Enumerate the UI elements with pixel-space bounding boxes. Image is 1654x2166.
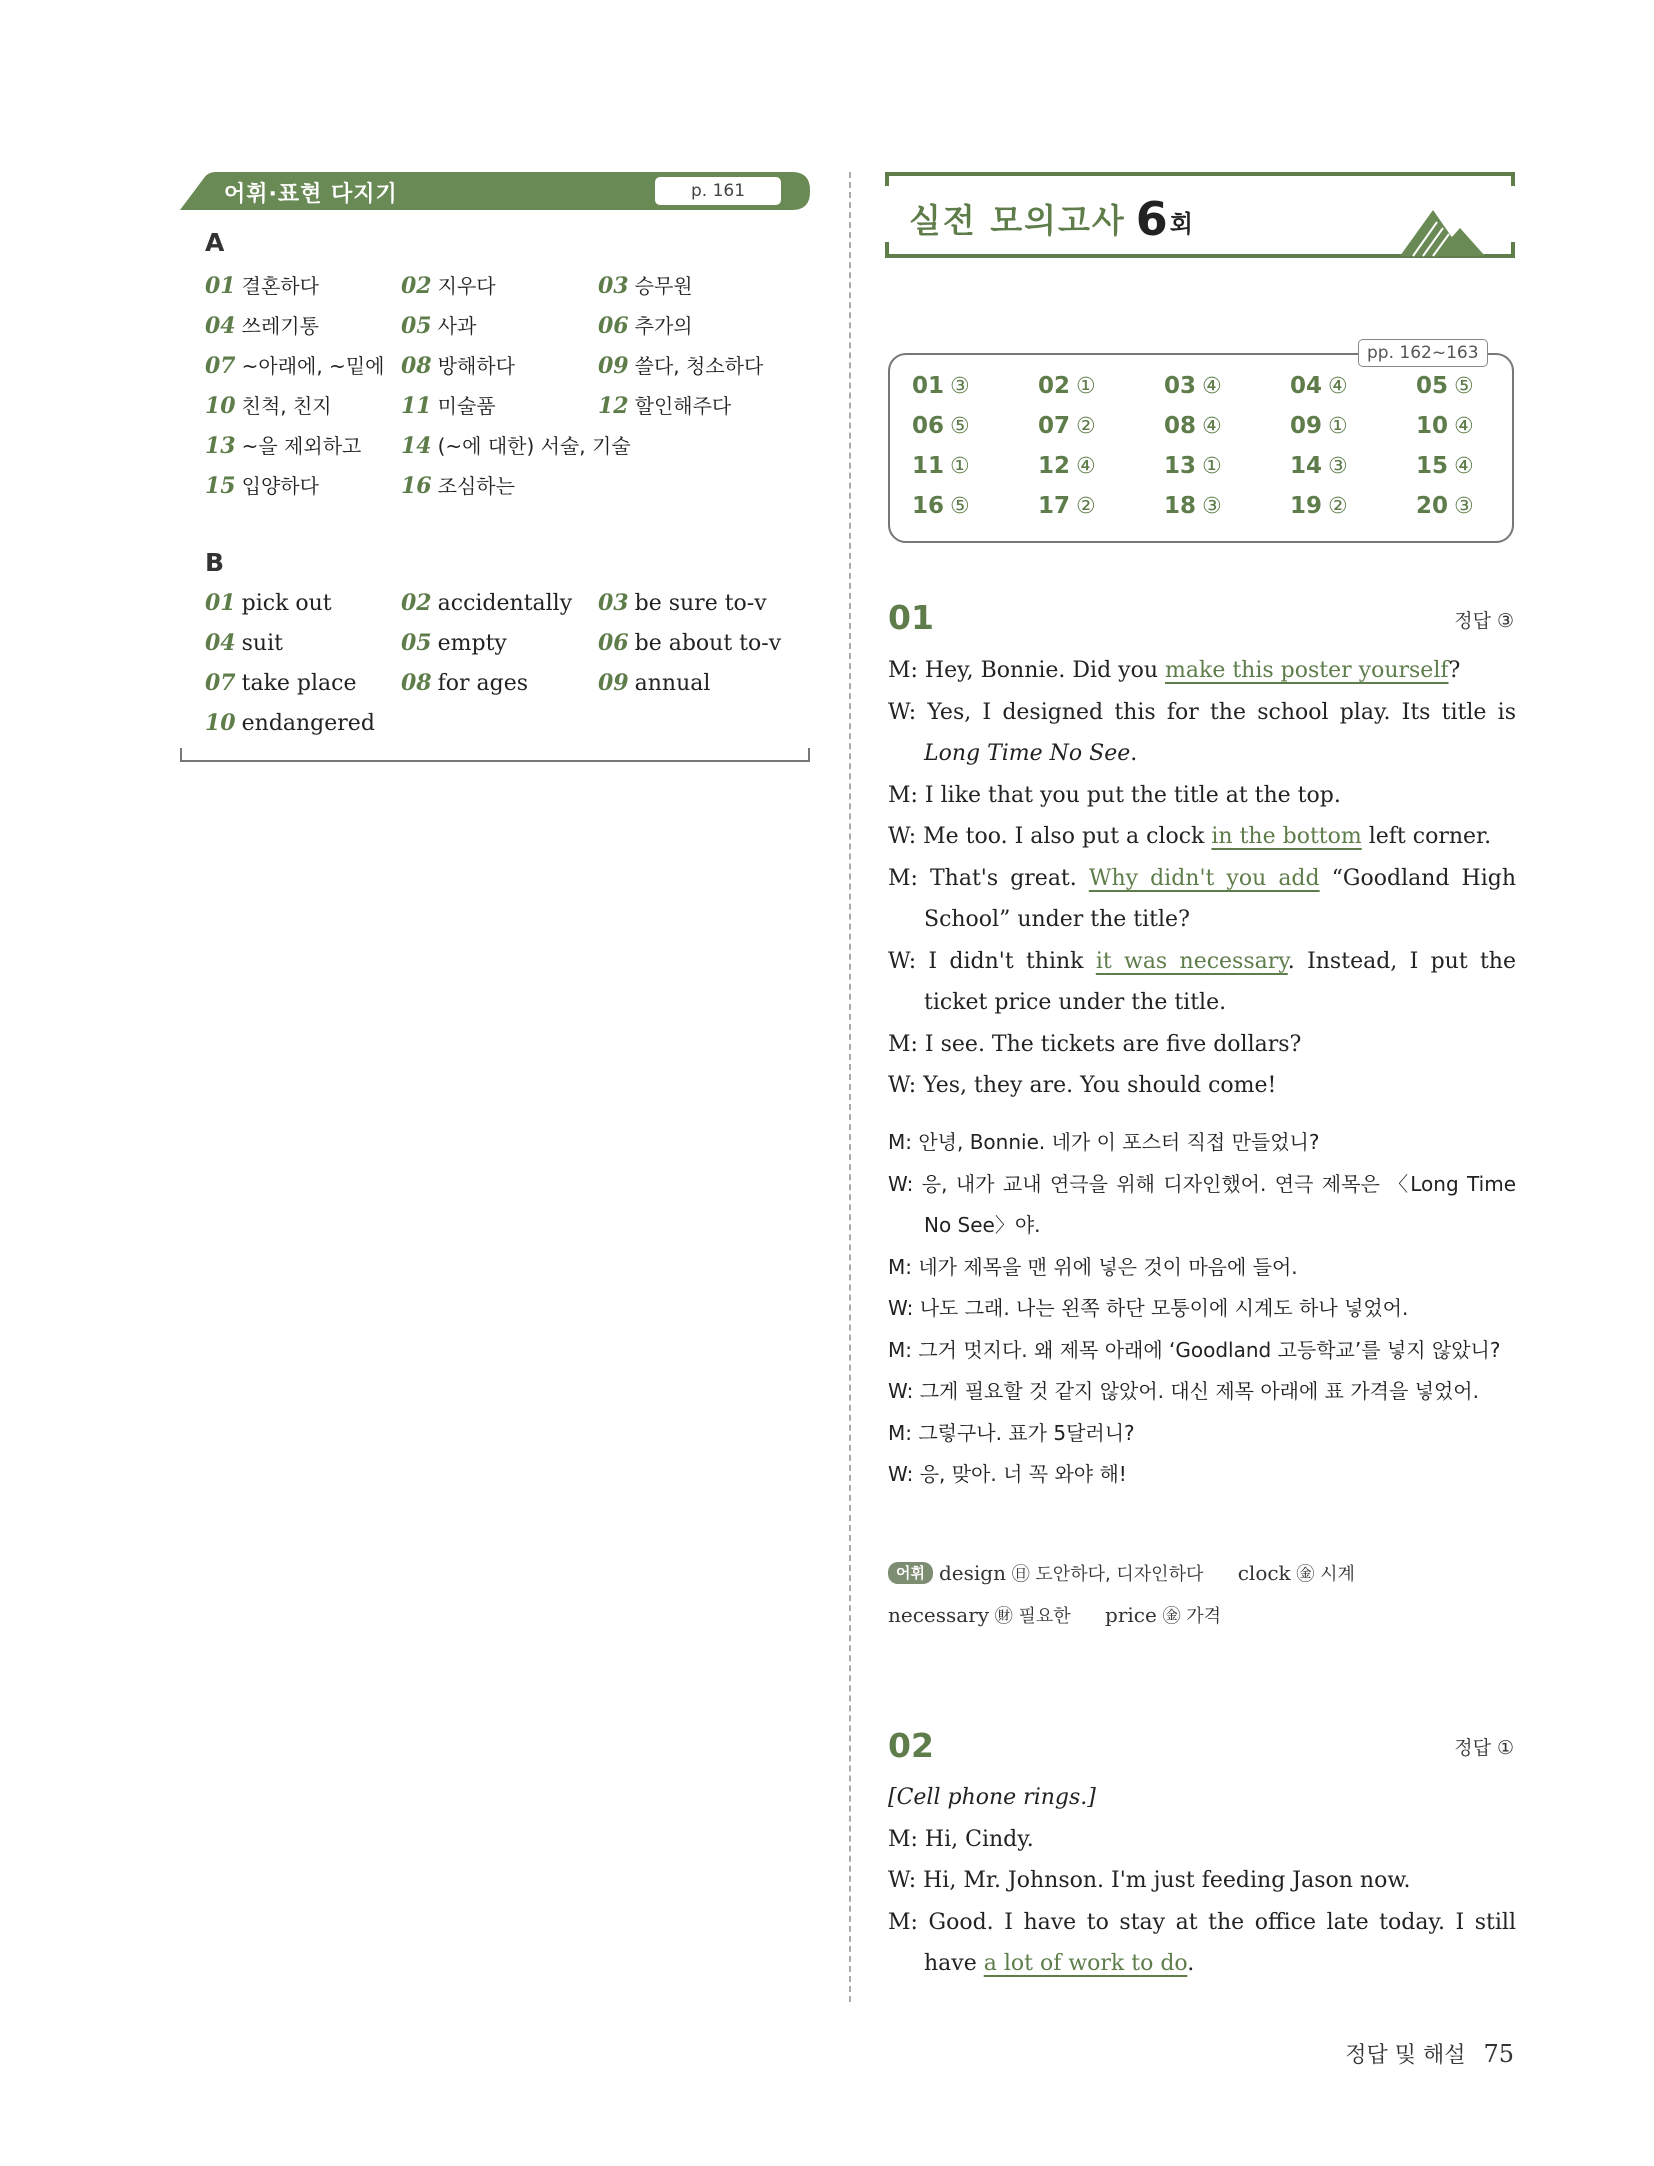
section-b-label: B	[205, 548, 225, 577]
key-phrase: Why didn't you add	[1088, 865, 1320, 891]
vocab-item	[598, 310, 805, 350]
vocab-item-number: 03	[598, 590, 629, 616]
vocab-item-number: 06	[598, 630, 629, 656]
vocab-item-number: 09	[598, 353, 629, 379]
vocab-item	[205, 590, 401, 630]
vocab-review-panel	[180, 172, 810, 772]
vocab-item-text: 입양하다	[241, 474, 319, 498]
vocab-item-text: 쓸다, 청소하다	[634, 354, 764, 378]
answer-question-number: 03	[1164, 373, 1197, 399]
mountain-icon	[1400, 210, 1485, 256]
page-number: 75	[1483, 2040, 1514, 2068]
vocab-item-number: 03	[598, 273, 629, 299]
key-phrase: in the bottom	[1211, 824, 1362, 849]
vocab-word: design	[938, 1561, 1006, 1585]
answer-key-item	[1290, 493, 1416, 533]
translation-line: W: 그게 필요할 것 같지 않았어. 대신 제목 아래에 표 가격을 넣었어.	[888, 1379, 1479, 1403]
vocab-item	[205, 670, 401, 710]
answer-key-item	[1038, 413, 1164, 453]
script-line	[888, 1065, 1516, 1107]
script-line	[888, 650, 1516, 692]
script-line	[888, 692, 1516, 775]
script-text: left corner.	[1361, 824, 1492, 849]
vocab-item-text: ~아래에, ~밑에	[241, 354, 385, 378]
answer-question-number: 04	[1290, 373, 1323, 399]
vocab-item	[205, 310, 401, 350]
vocab-item-number: 05	[401, 313, 432, 339]
vocab-item	[205, 710, 401, 750]
script-line	[888, 1860, 1516, 1902]
answer-key-item	[1290, 413, 1416, 453]
answer-key-item	[1416, 373, 1516, 413]
vocab-item-number: 01	[205, 273, 236, 299]
answer-question-number: 02	[1038, 373, 1071, 399]
vocab-item-number: 05	[401, 630, 432, 656]
vocab-item	[205, 350, 401, 390]
vocab-item-number: 15	[205, 473, 236, 499]
vocab-item	[598, 390, 805, 430]
answer-choice: ③	[950, 374, 970, 399]
vocab-word: necessary	[888, 1603, 990, 1627]
vocab-item	[598, 710, 805, 750]
answer-question-number: 17	[1038, 493, 1071, 519]
section-b-list	[205, 590, 805, 750]
answer-key-grid	[912, 373, 1516, 533]
vocab-item-number: 06	[598, 313, 629, 339]
answer-choice: ④	[1328, 374, 1348, 399]
translation-line: M: 안녕, Bonnie. 네가 이 포스터 직접 만들었니?	[888, 1130, 1320, 1154]
script-text: [Cell phone rings.]	[888, 1785, 1096, 1810]
vocab-item-number: 07	[205, 353, 236, 379]
vocab-item-number: 11	[401, 393, 432, 419]
answer-question-number: 09	[1290, 413, 1323, 439]
vocab-item-text: be about to-v	[634, 631, 782, 656]
vocab-meaning: ㊖ 필요한	[989, 1606, 1071, 1627]
answer-choice: ②	[1076, 414, 1096, 439]
vocab-review-title: 어휘·표현 다지기	[224, 182, 398, 207]
script-text: W: I didn't think	[888, 948, 1096, 974]
script-text: W: Yes, they are. You should come!	[888, 1073, 1277, 1098]
answer-question-number: 07	[1038, 413, 1071, 439]
answer-key-item	[912, 453, 1038, 493]
vocab-item-text: annual	[634, 671, 711, 696]
answer-key-item	[912, 493, 1038, 533]
answer-key-box	[888, 343, 1514, 543]
question-answer: 정답 ①	[1454, 1737, 1514, 1759]
answer-question-number: 18	[1164, 493, 1197, 519]
vocab-item-number: 08	[401, 670, 432, 696]
answer-choice: ⑤	[1454, 374, 1474, 399]
translation-line: M: 그렇구나. 표가 5달러니?	[888, 1420, 1135, 1445]
script-text: Long Time No See	[924, 741, 1131, 766]
vocab-item	[598, 430, 805, 470]
answer-choice: ⑤	[950, 414, 970, 439]
vocab-item	[598, 470, 805, 510]
vocab-item	[401, 390, 598, 430]
vocab-entry	[1105, 1603, 1221, 1627]
vocab-item-number: 09	[598, 670, 629, 696]
vocab-item	[401, 590, 598, 630]
vocab-item-text: 지우다	[437, 274, 496, 298]
answer-key-item	[1164, 373, 1290, 413]
script-line	[888, 775, 1516, 817]
section-a-label: A	[205, 228, 225, 257]
footer-label: 정답 및 해설	[1345, 2043, 1466, 2068]
translation-line: M: 그거 멋지다. 왜 제목 아래에 ‘Goodland 고등학교’를 넣지 않았니?	[888, 1337, 1501, 1362]
vocab-item-text: endangered	[241, 711, 375, 736]
script-text: W: Yes, I designed this for the school play. Its title is	[888, 699, 1516, 725]
vocab-entry	[888, 1603, 1071, 1627]
vocab-item-text: 미술품	[437, 394, 496, 418]
test-title	[909, 192, 1195, 246]
answer-question-number: 05	[1416, 373, 1449, 399]
answer-key-item	[1038, 493, 1164, 533]
vocab-item-number: 10	[205, 393, 236, 419]
answer-question-number: 16	[912, 493, 945, 519]
answer-key-item	[1164, 493, 1290, 533]
answer-key-page-ref: pp. 162~163	[1358, 339, 1488, 367]
section-a-list	[205, 270, 805, 510]
answer-choice: ④	[1202, 374, 1222, 399]
vocab-item	[205, 630, 401, 670]
vocab-item	[598, 270, 805, 310]
vocab-item-text: empty	[437, 631, 507, 656]
script-text: “Goodland High School” under the title?	[924, 865, 1517, 932]
column-divider	[849, 172, 851, 2002]
answer-question-number: 10	[1416, 413, 1449, 439]
vocab-meaning: ㊎ 시계	[1290, 1564, 1355, 1585]
test-number: 6	[1135, 192, 1170, 246]
vocab-item-text: 결혼하다	[241, 274, 319, 298]
script-text: ?	[1448, 658, 1461, 683]
script-line	[888, 1777, 1516, 1819]
vocab-item	[205, 430, 401, 470]
vocab-entry	[1238, 1561, 1355, 1585]
vocab-item-text: (~에 대한) 서술, 기술	[437, 434, 631, 458]
vocab-item	[598, 630, 805, 670]
script-line	[888, 1024, 1516, 1066]
answer-key-item	[1164, 453, 1290, 493]
vocab-item-text: 승무원	[634, 274, 693, 298]
answer-choice: ④	[1454, 414, 1474, 439]
answer-question-number: 15	[1416, 453, 1449, 479]
answer-choice: ③	[1202, 494, 1222, 519]
answer-key-item	[1038, 373, 1164, 413]
vocab-item	[401, 710, 598, 750]
answer-question-number: 06	[912, 413, 945, 439]
page-footer	[1345, 2038, 1514, 2069]
vocab-item-text: take place	[241, 671, 357, 696]
script-text: M: I like that you put the title at the top.	[888, 782, 1341, 808]
vocab-item-number: 16	[401, 473, 432, 499]
script-line	[888, 1902, 1516, 1985]
vocab-item-number: 10	[205, 710, 236, 736]
answer-choice: ①	[1076, 374, 1096, 399]
script-text: . Instead, I put the ticket price under the title.	[924, 948, 1516, 1015]
answer-choice: ⑤	[950, 494, 970, 519]
script-text: W: Hi, Mr. Johnson. I'm just feeding Jason now.	[888, 1868, 1411, 1893]
script-line	[888, 941, 1516, 1024]
test-title-text: 실전 모의고사	[909, 201, 1126, 240]
vocab-item-text: suit	[241, 631, 283, 656]
script-text: W: Me too. I also put a clock	[888, 824, 1212, 849]
answer-question-number: 19	[1290, 493, 1323, 519]
vocab-item-text: ~을 제외하고	[241, 434, 362, 458]
vocab-item	[401, 670, 598, 710]
test-suffix: 회	[1169, 210, 1195, 238]
vocab-word: price	[1105, 1603, 1157, 1627]
question-number: 02	[888, 1726, 934, 1765]
answer-key-item	[1164, 413, 1290, 453]
vocab-item-number: 02	[401, 273, 432, 299]
answer-question-number: 08	[1164, 413, 1197, 439]
key-phrase: a lot of work to do	[983, 1951, 1188, 1976]
key-phrase: it was necessary	[1095, 948, 1288, 974]
vocab-item-number: 14	[401, 433, 432, 459]
vocab-review-header	[180, 172, 810, 210]
vocab-word: clock	[1237, 1561, 1291, 1585]
vocab-item	[401, 630, 598, 670]
answer-choice: ④	[1454, 454, 1474, 479]
q1-translation	[888, 1122, 1516, 1496]
answer-key-item	[912, 413, 1038, 453]
script-text: M: I see. The tickets are five dollars?	[888, 1031, 1302, 1057]
vocab-item-number: 08	[401, 353, 432, 379]
vocab-item	[401, 430, 631, 470]
vocab-item-text: 방해하다	[437, 354, 515, 378]
vocab-item-number: 04	[205, 313, 236, 339]
answer-key-item	[1290, 373, 1416, 413]
script-text: .	[1187, 1951, 1195, 1976]
translation-line: M: 네가 제목을 맨 위에 넣은 것이 마음에 들어.	[888, 1254, 1298, 1279]
vocab-item-text: 조심하는	[437, 474, 515, 498]
answer-choice: ①	[1202, 454, 1222, 479]
answer-choice: ①	[1328, 414, 1348, 439]
answer-key-item	[1416, 493, 1516, 533]
script-line	[888, 816, 1516, 858]
vocab-item	[401, 470, 598, 510]
vocab-item-text: 추가의	[634, 314, 693, 338]
answer-choice: ③	[1328, 454, 1348, 479]
vocab-item-text: 쓰레기통	[241, 314, 319, 338]
translation-line: W: 응, 내가 교내 연극을 위해 디자인했어. 연극 제목은 〈Long Time No See〉야.	[888, 1171, 1516, 1237]
vocab-item	[401, 270, 598, 310]
answer-question-number: 14	[1290, 453, 1323, 479]
vocab-item-number: 04	[205, 630, 236, 656]
script-text: M: Good. I have to stay at the office late today. I still have	[888, 1909, 1516, 1976]
vocab-item	[205, 270, 401, 310]
answer-question-number: 01	[912, 373, 945, 399]
script-text: M: Hi, Cindy.	[888, 1826, 1034, 1852]
key-phrase: make this poster yourself	[1165, 658, 1449, 683]
answer-key-item	[1416, 413, 1516, 453]
q1-vocab-note	[888, 1553, 1516, 1637]
answer-key-item	[912, 373, 1038, 413]
script-line	[888, 858, 1516, 941]
answer-question-number: 20	[1416, 493, 1449, 519]
script-text: M: Hey, Bonnie. Did you	[888, 658, 1166, 683]
script-text: .	[1130, 741, 1138, 766]
vocab-item-text: 사과	[437, 314, 477, 338]
answer-key-item	[1038, 453, 1164, 493]
vocab-item-text: pick out	[241, 591, 332, 616]
vocab-review-page-ref: p. 161	[655, 177, 781, 205]
vocab-item-number: 07	[205, 670, 236, 696]
answer-question-number: 12	[1038, 453, 1071, 479]
translation-line: W: 응, 맞아. 너 꼭 와야 해!	[888, 1462, 1127, 1486]
answer-choice: ④	[1076, 454, 1096, 479]
vocab-item-number: 02	[401, 590, 432, 616]
answer-choice: ④	[1202, 414, 1222, 439]
vocab-item-number: 13	[205, 433, 236, 459]
vocab-item-number: 01	[205, 590, 236, 616]
vocab-meaning: ㊐ 도안하다, 디자인하다	[1005, 1564, 1204, 1585]
vocab-item-text: 친척, 친지	[241, 394, 332, 418]
question-answer: 정답 ③	[1454, 610, 1514, 632]
answer-question-number: 11	[912, 453, 945, 479]
script-text: M: That's great.	[888, 865, 1089, 891]
vocab-item	[401, 310, 598, 350]
vocab-item-text: accidentally	[437, 591, 573, 616]
answer-question-number: 13	[1164, 453, 1197, 479]
vocab-item	[598, 590, 805, 630]
vocab-entry	[939, 1561, 1203, 1585]
answer-key-item	[1416, 453, 1516, 493]
vocab-meaning: ㊎ 가격	[1156, 1606, 1222, 1627]
answer-key-item	[1290, 453, 1416, 493]
answer-choice: ①	[950, 454, 970, 479]
vocab-item-number: 12	[598, 393, 629, 419]
answer-choice: ③	[1454, 494, 1474, 519]
vocab-item-text: be sure to-v	[634, 591, 767, 616]
script-line	[888, 1819, 1516, 1861]
q2-script	[888, 1777, 1516, 1985]
vocab-badge: 어휘	[888, 1562, 933, 1584]
question-number: 01	[888, 598, 934, 637]
translation-line: W: 나도 그래. 나는 왼쪽 하단 모퉁이에 시계도 하나 넣었어.	[888, 1296, 1409, 1320]
vocab-item	[401, 350, 598, 390]
vocab-item	[205, 390, 401, 430]
vocab-item-text: 할인해주다	[634, 394, 732, 418]
vocab-item	[598, 670, 805, 710]
panel-bottom-border	[180, 748, 810, 762]
vocab-item	[598, 350, 805, 390]
vocab-item	[205, 470, 401, 510]
answer-choice: ②	[1328, 494, 1348, 519]
answer-choice: ②	[1076, 494, 1096, 519]
test-title-box	[885, 172, 1515, 258]
vocab-item-text: for ages	[437, 671, 529, 696]
q1-script	[888, 650, 1516, 1107]
